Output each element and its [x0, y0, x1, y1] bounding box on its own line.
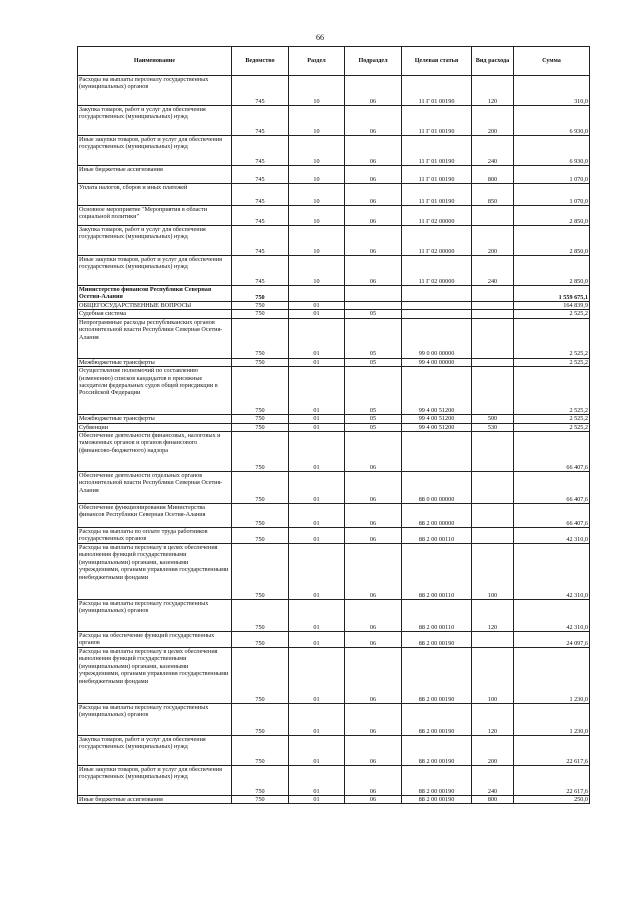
cell-section: 10 [289, 136, 345, 166]
table-row [78, 415, 590, 423]
table-row [78, 472, 590, 504]
table-row [78, 600, 590, 632]
table-row [78, 310, 590, 318]
cell-department: 750 [232, 648, 289, 704]
cell-department: 750 [232, 736, 289, 766]
table-row [78, 256, 590, 286]
cell-name: Иные закупки товаров, работ и услуг для обеспечения государственных (муниципальных) нужд [78, 766, 232, 796]
table-row [78, 432, 590, 472]
cell-department: 745 [232, 226, 289, 256]
cell-amount: 1 230,0 [514, 704, 590, 736]
table-row [78, 136, 590, 166]
cell-target-item: 88 2 00 00190 [402, 704, 472, 736]
cell-subsection: 05 [345, 358, 402, 366]
cell-amount: 2 525,2 [514, 367, 590, 415]
cell-subsection: 06 [345, 600, 402, 632]
cell-subsection: 06 [345, 256, 402, 286]
cell-name: Обеспечение функционирования Министерства финансов Республики Северная Осетия-Алания [78, 504, 232, 528]
cell-target-item: 88 2 00 00190 [402, 648, 472, 704]
cell-target-item: 99 0 00 00000 [402, 318, 472, 358]
cell-section: 10 [289, 206, 345, 226]
table-row [78, 648, 590, 704]
cell-expense-type: 200 [472, 106, 514, 136]
cell-name: Расходы на обеспечение функций государственных органов [78, 632, 232, 648]
cell-name: Закупка товаров, работ и услуг для обеспечения государственных (муниципальных) нужд [78, 106, 232, 136]
cell-name: Иные бюджетные ассигнования [78, 166, 232, 184]
cell-name: Обеспечение деятельности финансовых, налоговых и таможенных органов и органов финансового (финансово-бюджетного) надзора [78, 432, 232, 472]
cell-department: 745 [232, 106, 289, 136]
cell-department: 750 [232, 432, 289, 472]
cell-department: 750 [232, 286, 289, 302]
cell-name: Иные закупки товаров, работ и услуг для обеспечения государственных (муниципальных) нужд [78, 136, 232, 166]
cell-target-item: 99 4 00 00000 [402, 358, 472, 366]
cell-name: Министерство финансов Республики Северная Осетия-Алания [78, 286, 232, 302]
cell-section: 01 [289, 704, 345, 736]
table-row [78, 528, 590, 544]
cell-subsection: 05 [345, 423, 402, 431]
cell-subsection: 06 [345, 226, 402, 256]
cell-name: Иные бюджетные ассигнования [78, 796, 232, 804]
cell-section: 01 [289, 415, 345, 423]
cell-department: 750 [232, 544, 289, 600]
cell-section: 01 [289, 600, 345, 632]
cell-amount: 66 407,6 [514, 432, 590, 472]
cell-department: 750 [232, 796, 289, 804]
cell-section: 01 [289, 766, 345, 796]
cell-amount: 2 850,0 [514, 206, 590, 226]
cell-department: 750 [232, 472, 289, 504]
header-target-item: Целевая статья [402, 47, 472, 76]
cell-amount: 1 230,0 [514, 648, 590, 704]
table-row [78, 286, 590, 302]
cell-expense-type [472, 528, 514, 544]
cell-amount: 250,0 [514, 796, 590, 804]
cell-amount: 2 850,0 [514, 226, 590, 256]
header-subsection: Подраздел [345, 47, 402, 76]
table-header-row [78, 47, 590, 76]
cell-name: Уплата налогов, сборов и иных платежей [78, 184, 232, 206]
cell-department: 750 [232, 704, 289, 736]
table-row [78, 423, 590, 431]
table-row [78, 76, 590, 106]
cell-amount: 1 070,0 [514, 166, 590, 184]
cell-section: 01 [289, 302, 345, 310]
cell-amount: 2 525,2 [514, 423, 590, 431]
cell-expense-type [472, 367, 514, 415]
cell-target-item: 11 Г 01 00190 [402, 166, 472, 184]
cell-subsection: 06 [345, 648, 402, 704]
cell-department: 745 [232, 184, 289, 206]
table-body [78, 76, 590, 804]
cell-expense-type [472, 472, 514, 504]
cell-department: 745 [232, 166, 289, 184]
cell-target-item [402, 302, 472, 310]
cell-name: Иные закупки товаров, работ и услуг для обеспечения государственных (муниципальных) нужд [78, 256, 232, 286]
cell-subsection: 05 [345, 367, 402, 415]
cell-amount: 42 310,0 [514, 544, 590, 600]
cell-subsection: 06 [345, 166, 402, 184]
cell-name: Закупка товаров, работ и услуг для обеспечения государственных (муниципальных) нужд [78, 736, 232, 766]
cell-name: Расходы на выплаты персоналу государственных (муниципальных) органов [78, 76, 232, 106]
cell-section: 01 [289, 736, 345, 766]
cell-section: 01 [289, 358, 345, 366]
cell-section: 01 [289, 367, 345, 415]
cell-name: Расходы на выплаты персоналу государственных (муниципальных) органов [78, 600, 232, 632]
cell-subsection: 06 [345, 704, 402, 736]
cell-name: Осуществление полномочий по составлению (изменению) списков кандидатов в присяжные заседатели федеральных судов общей юрисдикции в Российской Федерации [78, 367, 232, 415]
cell-subsection: 05 [345, 415, 402, 423]
cell-expense-type: 240 [472, 256, 514, 286]
cell-amount: 2 525,2 [514, 318, 590, 358]
cell-department: 750 [232, 600, 289, 632]
cell-expense-type [472, 632, 514, 648]
cell-expense-type: 120 [472, 704, 514, 736]
table-row [78, 704, 590, 736]
cell-department: 750 [232, 528, 289, 544]
cell-subsection: 06 [345, 184, 402, 206]
cell-target-item [402, 432, 472, 472]
table-row [78, 766, 590, 796]
cell-amount: 6 930,0 [514, 136, 590, 166]
cell-name: Основное мероприятие "Мероприятия в области социальной политики" [78, 206, 232, 226]
cell-target-item: 88 2 00 00190 [402, 766, 472, 796]
cell-expense-type: 120 [472, 600, 514, 632]
cell-target-item: 88 2 00 00110 [402, 528, 472, 544]
cell-section: 01 [289, 318, 345, 358]
table-row [78, 504, 590, 528]
cell-amount: 310,0 [514, 76, 590, 106]
cell-expense-type [472, 432, 514, 472]
cell-amount: 22 617,6 [514, 736, 590, 766]
table-row [78, 166, 590, 184]
cell-name: ОБЩЕГОСУДАРСТВЕННЫЕ ВОПРОСЫ [78, 302, 232, 310]
cell-expense-type: 100 [472, 544, 514, 600]
cell-department: 750 [232, 310, 289, 318]
cell-expense-type [472, 504, 514, 528]
cell-section: 01 [289, 472, 345, 504]
cell-expense-type [472, 318, 514, 358]
table-row [78, 796, 590, 804]
cell-target-item: 11 Г 02 00000 [402, 206, 472, 226]
cell-subsection: 06 [345, 136, 402, 166]
cell-department: 745 [232, 206, 289, 226]
cell-section: 01 [289, 423, 345, 431]
table-row [78, 318, 590, 358]
cell-expense-type [472, 206, 514, 226]
table-row [78, 367, 590, 415]
cell-section: 10 [289, 166, 345, 184]
cell-target-item: 11 Г 01 00190 [402, 136, 472, 166]
table-row [78, 106, 590, 136]
cell-expense-type [472, 302, 514, 310]
cell-name: Межбюджетные трансферты [78, 358, 232, 366]
cell-section: 10 [289, 256, 345, 286]
page-number: 66 [316, 33, 324, 42]
cell-name: Судебная система [78, 310, 232, 318]
cell-target-item: 11 Г 01 00190 [402, 76, 472, 106]
cell-subsection: 06 [345, 206, 402, 226]
cell-name: Расходы на выплаты по оплате труда работников государственных органов [78, 528, 232, 544]
cell-department: 750 [232, 632, 289, 648]
cell-expense-type [472, 310, 514, 318]
table-row [78, 184, 590, 206]
cell-amount: 2 525,2 [514, 415, 590, 423]
cell-subsection: 05 [345, 318, 402, 358]
cell-subsection: 06 [345, 766, 402, 796]
cell-section: 10 [289, 76, 345, 106]
cell-target-item: 88 2 00 00190 [402, 796, 472, 804]
cell-amount: 66 407,6 [514, 504, 590, 528]
cell-target-item [402, 286, 472, 302]
cell-amount: 42 310,0 [514, 528, 590, 544]
cell-expense-type [472, 358, 514, 366]
cell-target-item: 88 2 00 00190 [402, 736, 472, 766]
cell-name: Закупка товаров, работ и услуг для обеспечения государственных (муниципальных) нужд [78, 226, 232, 256]
cell-expense-type: 800 [472, 796, 514, 804]
cell-department: 750 [232, 415, 289, 423]
cell-name: Расходы на выплаты персоналу в целях обеспечения выполнения функций государственными (муниципальными) органами, казенными учреждениями, органами управления государственными внебюджетными фондами [78, 544, 232, 600]
cell-department: 745 [232, 76, 289, 106]
cell-section: 10 [289, 184, 345, 206]
cell-name: Обеспечение деятельности отдельных органов исполнительной власти Республики Северная Осетия-Алания [78, 472, 232, 504]
cell-expense-type: 500 [472, 415, 514, 423]
cell-amount: 1 070,0 [514, 184, 590, 206]
cell-name: Субвенции [78, 423, 232, 431]
cell-department: 750 [232, 318, 289, 358]
cell-expense-type: 200 [472, 736, 514, 766]
table-row [78, 544, 590, 600]
cell-section: 01 [289, 648, 345, 704]
cell-department: 750 [232, 358, 289, 366]
cell-subsection: 06 [345, 76, 402, 106]
cell-subsection [345, 302, 402, 310]
cell-section: 01 [289, 796, 345, 804]
cell-department: 745 [232, 256, 289, 286]
cell-expense-type: 200 [472, 226, 514, 256]
cell-section: 10 [289, 106, 345, 136]
cell-target-item: 11 Г 01 00190 [402, 184, 472, 206]
cell-subsection: 05 [345, 310, 402, 318]
cell-name: Расходы на выплаты персоналу государственных (муниципальных) органов [78, 704, 232, 736]
cell-section: 01 [289, 504, 345, 528]
cell-amount: 2 525,2 [514, 358, 590, 366]
cell-amount: 1 559 675,1 [514, 286, 590, 302]
cell-section: 01 [289, 310, 345, 318]
cell-amount: 24 097,6 [514, 632, 590, 648]
cell-section: 01 [289, 544, 345, 600]
cell-subsection: 06 [345, 528, 402, 544]
cell-expense-type: 240 [472, 766, 514, 796]
cell-expense-type: 100 [472, 648, 514, 704]
cell-target-item: 88 2 00 00110 [402, 600, 472, 632]
header-name: Наименование [78, 47, 232, 76]
cell-subsection: 06 [345, 504, 402, 528]
cell-target-item: 11 Г 02 00000 [402, 226, 472, 256]
header-amount: Сумма [514, 47, 590, 76]
cell-amount: 22 617,6 [514, 766, 590, 796]
cell-amount: 164 839,9 [514, 302, 590, 310]
cell-amount: 6 930,0 [514, 106, 590, 136]
cell-amount: 2 525,2 [514, 310, 590, 318]
header-department: Ведомство [232, 47, 289, 76]
cell-expense-type: 850 [472, 184, 514, 206]
cell-target-item: 99 4 00 51200 [402, 415, 472, 423]
cell-target-item: 11 Г 02 00000 [402, 256, 472, 286]
cell-target-item: 88 2 00 00190 [402, 632, 472, 648]
cell-section: 01 [289, 432, 345, 472]
cell-section [289, 286, 345, 302]
cell-section: 10 [289, 226, 345, 256]
cell-amount: 42 310,0 [514, 600, 590, 632]
cell-expense-type: 800 [472, 166, 514, 184]
table-row [78, 632, 590, 648]
cell-subsection: 06 [345, 432, 402, 472]
cell-target-item: 88 0 00 00000 [402, 472, 472, 504]
cell-target-item [402, 310, 472, 318]
cell-name: Расходы на выплаты персоналу в целях обеспечения выполнения функций государственными (муниципальными) органами, казенными учреждениями, органами управления государственными внебюджетными фондами [78, 648, 232, 704]
header-section: Раздел [289, 47, 345, 76]
cell-department: 745 [232, 136, 289, 166]
cell-department: 750 [232, 302, 289, 310]
table-row [78, 736, 590, 766]
cell-subsection: 06 [345, 796, 402, 804]
cell-subsection: 06 [345, 472, 402, 504]
cell-expense-type: 530 [472, 423, 514, 431]
cell-subsection: 06 [345, 106, 402, 136]
cell-section: 01 [289, 528, 345, 544]
cell-name: Межбюджетные трансферты [78, 415, 232, 423]
cell-section: 01 [289, 632, 345, 648]
cell-amount: 2 850,0 [514, 256, 590, 286]
cell-expense-type: 240 [472, 136, 514, 166]
cell-department: 750 [232, 423, 289, 431]
cell-department: 750 [232, 367, 289, 415]
cell-target-item: 99 4 00 51200 [402, 423, 472, 431]
cell-subsection: 06 [345, 544, 402, 600]
cell-target-item: 88 2 00 00110 [402, 544, 472, 600]
cell-subsection: 06 [345, 736, 402, 766]
cell-department: 750 [232, 766, 289, 796]
cell-target-item: 88 2 00 00000 [402, 504, 472, 528]
table-row [78, 226, 590, 256]
cell-subsection: 06 [345, 632, 402, 648]
cell-name: Непрограммные расходы республиканских органов исполнительной власти Республики Северная Осетия-Алания [78, 318, 232, 358]
cell-expense-type: 120 [472, 76, 514, 106]
cell-target-item: 99 4 00 51200 [402, 367, 472, 415]
cell-department: 750 [232, 504, 289, 528]
cell-amount: 66 407,6 [514, 472, 590, 504]
table-row [78, 206, 590, 226]
cell-expense-type [472, 286, 514, 302]
budget-table [77, 46, 590, 804]
header-expense-type: Вид расхода [472, 47, 514, 76]
cell-target-item: 11 Г 01 00190 [402, 106, 472, 136]
table-row [78, 358, 590, 366]
table-row [78, 302, 590, 310]
cell-subsection [345, 286, 402, 302]
